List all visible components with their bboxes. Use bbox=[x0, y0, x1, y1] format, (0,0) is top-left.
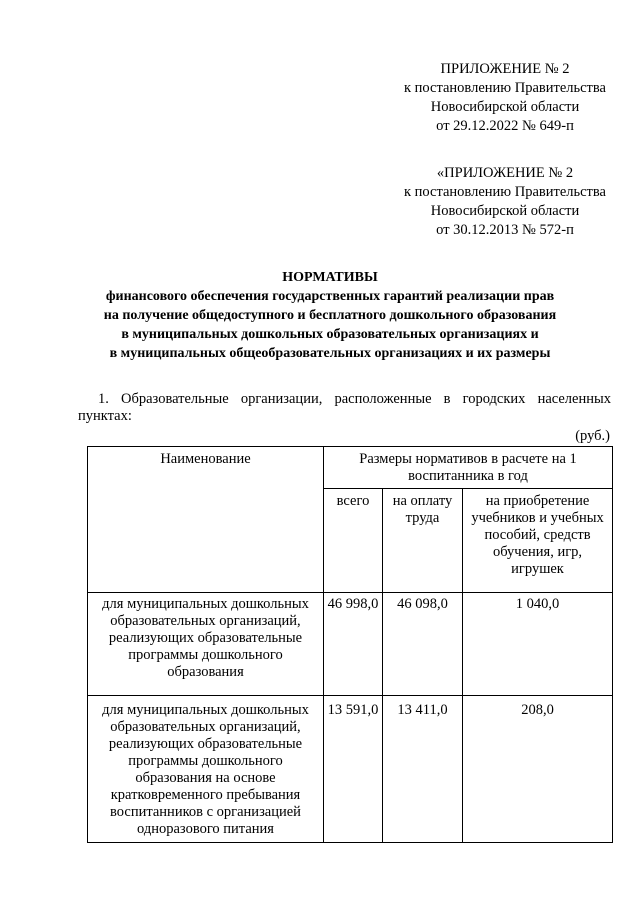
appendix-resolution: к постановлению Правительства bbox=[404, 80, 606, 96]
section-paragraph bbox=[78, 391, 611, 425]
row-supplies: 208,0 bbox=[463, 696, 613, 843]
col-total-header: всего bbox=[324, 489, 383, 593]
row-name: для муниципальных дошкольных образовательных организаций, реализующих образовательные программы дошкольного образования на основе кратковременного пребывания воспитанников с организацией одноразового питания bbox=[88, 696, 324, 843]
row-supplies: 1 040,0 bbox=[463, 593, 613, 696]
table-row bbox=[88, 696, 613, 843]
row-total: 46 998,0 bbox=[324, 593, 383, 696]
row-salary: 13 411,0 bbox=[383, 696, 463, 843]
appendix-resolution: к постановлению Правительства bbox=[404, 184, 606, 200]
col-salary-header: на оплату труда bbox=[383, 489, 463, 593]
title-line: в муниципальных дошкольных образовательных организациях и bbox=[121, 327, 539, 342]
section-text-cont: пунктах: bbox=[78, 408, 132, 424]
appendix-number: «ПРИЛОЖЕНИЕ № 2 bbox=[436, 165, 574, 181]
appendix-header-current bbox=[380, 60, 630, 136]
col-name-header: Наименование bbox=[88, 447, 324, 593]
appendix-date: от 29.12.2022 № 649-п bbox=[436, 118, 574, 134]
currency-unit: (руб.) bbox=[575, 428, 610, 444]
row-name: для муниципальных дошкольных образовательных организаций, реализующих образовательные программы дошкольного образования bbox=[88, 593, 324, 696]
row-salary: 46 098,0 bbox=[383, 593, 463, 696]
title-line: финансового обеспечения государственных гарантий реализации прав bbox=[105, 289, 555, 304]
col-supplies-header: на приобретение учебников и учебных пособий, средств обучения, игр, игрушек bbox=[463, 489, 613, 593]
col-group-header: Размеры нормативов в расчете на 1 воспитанника в год bbox=[324, 447, 613, 489]
appendix-date: от 30.12.2013 № 572-п bbox=[436, 222, 574, 238]
norms-table bbox=[87, 446, 613, 843]
document-title bbox=[60, 268, 600, 363]
appendix-region: Новосибирской области bbox=[430, 99, 580, 115]
title-line: на получение общедоступного и бесплатного дошкольного образования bbox=[103, 308, 557, 323]
appendix-number: ПРИЛОЖЕНИЕ № 2 bbox=[440, 61, 570, 77]
row-total: 13 591,0 bbox=[324, 696, 383, 843]
title-line: в муниципальных общеобразовательных организациях и их размеры bbox=[109, 346, 551, 361]
section-text: 1. Образовательные организации, расположенные в городских населенных bbox=[98, 391, 611, 407]
table-header-row bbox=[88, 447, 613, 489]
table-row bbox=[88, 593, 613, 696]
title-heading: НОРМАТИВЫ bbox=[282, 270, 378, 285]
appendix-header-original bbox=[380, 164, 630, 240]
appendix-region: Новосибирской области bbox=[430, 203, 580, 219]
